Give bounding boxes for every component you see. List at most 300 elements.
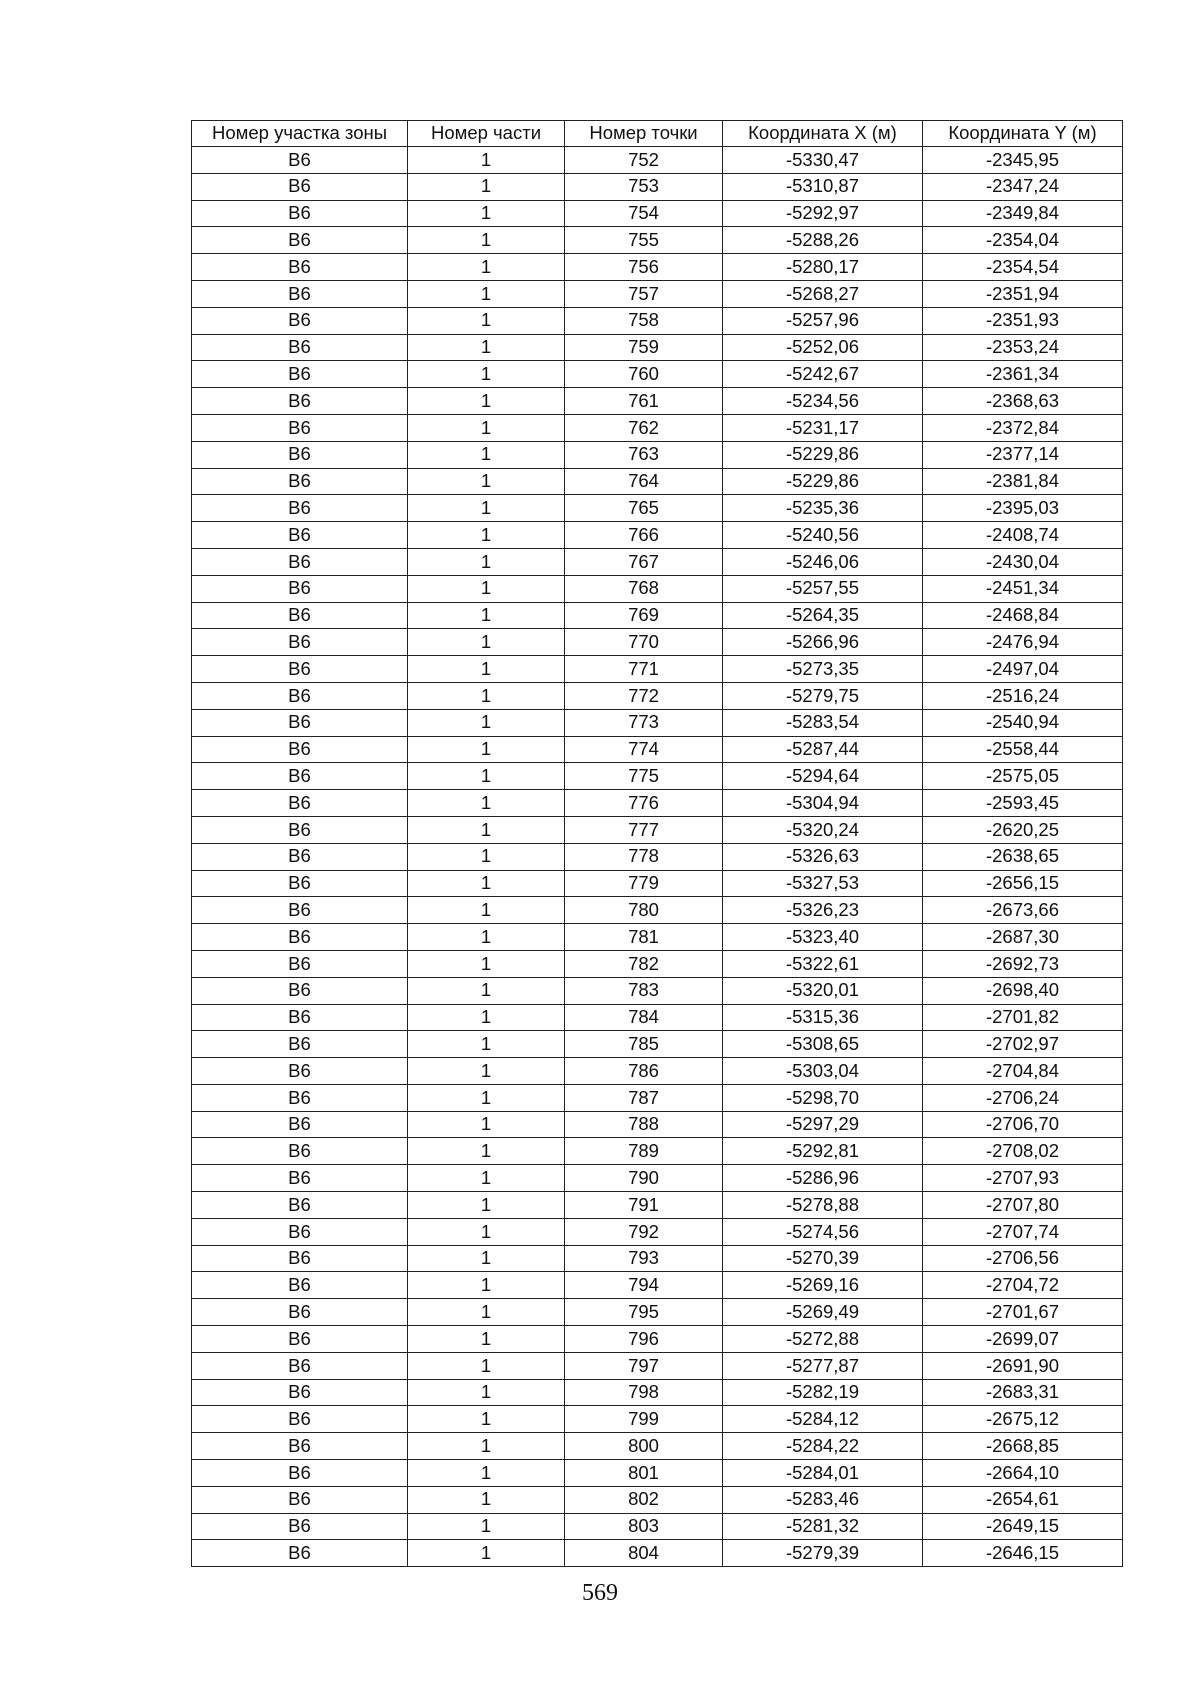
cell-coordinate-y: -2381,84 xyxy=(923,468,1123,495)
cell-coordinate-y: -2540,94 xyxy=(923,709,1123,736)
cell-part-number: 1 xyxy=(408,629,565,656)
cell-coordinate-y: -2707,80 xyxy=(923,1192,1123,1219)
cell-coordinate-y: -2704,84 xyxy=(923,1058,1123,1085)
cell-coordinate-x: -5326,63 xyxy=(723,843,923,870)
cell-point-number: 803 xyxy=(565,1513,723,1540)
cell-coordinate-x: -5240,56 xyxy=(723,522,923,549)
table-row xyxy=(192,1165,1123,1192)
table-row xyxy=(192,468,1123,495)
cell-zone-section: В6 xyxy=(192,227,408,254)
cell-part-number: 1 xyxy=(408,1299,565,1326)
cell-coordinate-y: -2395,03 xyxy=(923,495,1123,522)
cell-point-number: 778 xyxy=(565,843,723,870)
cell-coordinate-x: -5304,94 xyxy=(723,790,923,817)
cell-part-number: 1 xyxy=(408,468,565,495)
cell-zone-section: В6 xyxy=(192,334,408,361)
cell-coordinate-x: -5323,40 xyxy=(723,924,923,951)
cell-point-number: 762 xyxy=(565,414,723,441)
cell-point-number: 789 xyxy=(565,1138,723,1165)
cell-zone-section: В6 xyxy=(192,1245,408,1272)
cell-coordinate-x: -5292,97 xyxy=(723,200,923,227)
table-row xyxy=(192,414,1123,441)
cell-part-number: 1 xyxy=(408,575,565,602)
cell-coordinate-x: -5257,96 xyxy=(723,307,923,334)
cell-part-number: 1 xyxy=(408,950,565,977)
cell-coordinate-y: -2701,82 xyxy=(923,1004,1123,1031)
cell-part-number: 1 xyxy=(408,147,565,174)
cell-point-number: 773 xyxy=(565,709,723,736)
table-row xyxy=(192,1379,1123,1406)
cell-coordinate-y: -2377,14 xyxy=(923,441,1123,468)
cell-point-number: 757 xyxy=(565,280,723,307)
cell-part-number: 1 xyxy=(408,1540,565,1567)
cell-zone-section: В6 xyxy=(192,1004,408,1031)
cell-point-number: 782 xyxy=(565,950,723,977)
cell-part-number: 1 xyxy=(408,870,565,897)
cell-point-number: 753 xyxy=(565,173,723,200)
cell-zone-section: В6 xyxy=(192,629,408,656)
cell-zone-section: В6 xyxy=(192,1031,408,1058)
header-zone-section: Номер участка зоны xyxy=(192,121,408,147)
cell-coordinate-x: -5278,88 xyxy=(723,1192,923,1219)
table-body xyxy=(192,147,1123,1567)
cell-zone-section: В6 xyxy=(192,388,408,415)
cell-part-number: 1 xyxy=(408,656,565,683)
table-row xyxy=(192,736,1123,763)
table-row xyxy=(192,1111,1123,1138)
table-row xyxy=(192,388,1123,415)
cell-zone-section: В6 xyxy=(192,897,408,924)
cell-coordinate-y: -2654,61 xyxy=(923,1486,1123,1513)
cell-coordinate-y: -2675,12 xyxy=(923,1406,1123,1433)
cell-coordinate-x: -5310,87 xyxy=(723,173,923,200)
cell-coordinate-x: -5282,19 xyxy=(723,1379,923,1406)
cell-zone-section: В6 xyxy=(192,870,408,897)
header-row xyxy=(192,121,1123,147)
cell-coordinate-y: -2351,93 xyxy=(923,307,1123,334)
cell-coordinate-y: -2687,30 xyxy=(923,924,1123,951)
table-row xyxy=(192,1084,1123,1111)
cell-part-number: 1 xyxy=(408,1513,565,1540)
cell-coordinate-y: -2701,67 xyxy=(923,1299,1123,1326)
cell-point-number: 785 xyxy=(565,1031,723,1058)
cell-zone-section: В6 xyxy=(192,1406,408,1433)
cell-part-number: 1 xyxy=(408,843,565,870)
cell-part-number: 1 xyxy=(408,602,565,629)
cell-point-number: 781 xyxy=(565,924,723,951)
table-row xyxy=(192,1486,1123,1513)
cell-coordinate-x: -5280,17 xyxy=(723,254,923,281)
cell-part-number: 1 xyxy=(408,816,565,843)
cell-part-number: 1 xyxy=(408,334,565,361)
table-row xyxy=(192,280,1123,307)
cell-coordinate-x: -5273,35 xyxy=(723,656,923,683)
table-row xyxy=(192,1031,1123,1058)
cell-coordinate-y: -2706,56 xyxy=(923,1245,1123,1272)
cell-part-number: 1 xyxy=(408,361,565,388)
cell-point-number: 761 xyxy=(565,388,723,415)
cell-zone-section: В6 xyxy=(192,254,408,281)
cell-zone-section: В6 xyxy=(192,1540,408,1567)
cell-coordinate-y: -2620,25 xyxy=(923,816,1123,843)
cell-coordinate-x: -5257,55 xyxy=(723,575,923,602)
cell-coordinate-y: -2649,15 xyxy=(923,1513,1123,1540)
cell-coordinate-y: -2668,85 xyxy=(923,1433,1123,1460)
cell-part-number: 1 xyxy=(408,1111,565,1138)
cell-zone-section: В6 xyxy=(192,441,408,468)
cell-coordinate-x: -5303,04 xyxy=(723,1058,923,1085)
cell-part-number: 1 xyxy=(408,790,565,817)
cell-coordinate-x: -5246,06 xyxy=(723,548,923,575)
cell-coordinate-y: -2430,04 xyxy=(923,548,1123,575)
cell-part-number: 1 xyxy=(408,1245,565,1272)
cell-coordinate-x: -5308,65 xyxy=(723,1031,923,1058)
table-row xyxy=(192,977,1123,1004)
cell-coordinate-x: -5284,12 xyxy=(723,1406,923,1433)
cell-coordinate-x: -5242,67 xyxy=(723,361,923,388)
cell-coordinate-x: -5330,47 xyxy=(723,147,923,174)
cell-coordinate-y: -2575,05 xyxy=(923,763,1123,790)
header-coordinate-y: Координата Y (м) xyxy=(923,121,1123,147)
cell-coordinate-x: -5322,61 xyxy=(723,950,923,977)
cell-zone-section: В6 xyxy=(192,1433,408,1460)
cell-zone-section: В6 xyxy=(192,1218,408,1245)
table-row xyxy=(192,227,1123,254)
table-row xyxy=(192,1218,1123,1245)
cell-coordinate-x: -5235,36 xyxy=(723,495,923,522)
cell-point-number: 787 xyxy=(565,1084,723,1111)
cell-coordinate-y: -2497,04 xyxy=(923,656,1123,683)
table-row xyxy=(192,334,1123,361)
cell-point-number: 772 xyxy=(565,682,723,709)
table-row xyxy=(192,1540,1123,1567)
cell-part-number: 1 xyxy=(408,548,565,575)
cell-coordinate-y: -2692,73 xyxy=(923,950,1123,977)
cell-coordinate-y: -2707,93 xyxy=(923,1165,1123,1192)
cell-zone-section: В6 xyxy=(192,602,408,629)
cell-part-number: 1 xyxy=(408,388,565,415)
cell-coordinate-y: -2702,97 xyxy=(923,1031,1123,1058)
cell-coordinate-x: -5320,24 xyxy=(723,816,923,843)
table-row xyxy=(192,495,1123,522)
cell-coordinate-y: -2345,95 xyxy=(923,147,1123,174)
table-row xyxy=(192,1272,1123,1299)
cell-coordinate-x: -5272,88 xyxy=(723,1326,923,1353)
table-row xyxy=(192,254,1123,281)
cell-coordinate-y: -2558,44 xyxy=(923,736,1123,763)
table-row xyxy=(192,763,1123,790)
cell-zone-section: В6 xyxy=(192,736,408,763)
cell-coordinate-x: -5315,36 xyxy=(723,1004,923,1031)
header-point-number: Номер точки xyxy=(565,121,723,147)
cell-zone-section: В6 xyxy=(192,200,408,227)
table-row xyxy=(192,1513,1123,1540)
cell-point-number: 797 xyxy=(565,1352,723,1379)
cell-zone-section: В6 xyxy=(192,950,408,977)
cell-part-number: 1 xyxy=(408,1218,565,1245)
cell-coordinate-y: -2593,45 xyxy=(923,790,1123,817)
table-row xyxy=(192,682,1123,709)
cell-coordinate-x: -5288,26 xyxy=(723,227,923,254)
cell-part-number: 1 xyxy=(408,924,565,951)
table-row xyxy=(192,602,1123,629)
cell-coordinate-x: -5281,32 xyxy=(723,1513,923,1540)
table-row xyxy=(192,307,1123,334)
cell-point-number: 754 xyxy=(565,200,723,227)
cell-point-number: 771 xyxy=(565,656,723,683)
cell-coordinate-x: -5264,35 xyxy=(723,602,923,629)
cell-coordinate-x: -5297,29 xyxy=(723,1111,923,1138)
table-row xyxy=(192,843,1123,870)
cell-point-number: 779 xyxy=(565,870,723,897)
cell-part-number: 1 xyxy=(408,1031,565,1058)
cell-point-number: 786 xyxy=(565,1058,723,1085)
cell-zone-section: В6 xyxy=(192,548,408,575)
cell-coordinate-x: -5294,64 xyxy=(723,763,923,790)
cell-point-number: 798 xyxy=(565,1379,723,1406)
cell-coordinate-y: -2361,34 xyxy=(923,361,1123,388)
table-row xyxy=(192,1352,1123,1379)
cell-point-number: 767 xyxy=(565,548,723,575)
cell-coordinate-x: -5327,53 xyxy=(723,870,923,897)
cell-coordinate-x: -5284,22 xyxy=(723,1433,923,1460)
table-row xyxy=(192,1192,1123,1219)
cell-coordinate-y: -2699,07 xyxy=(923,1326,1123,1353)
cell-point-number: 791 xyxy=(565,1192,723,1219)
cell-part-number: 1 xyxy=(408,709,565,736)
cell-point-number: 775 xyxy=(565,763,723,790)
cell-zone-section: В6 xyxy=(192,1299,408,1326)
cell-zone-section: В6 xyxy=(192,173,408,200)
cell-coordinate-x: -5234,56 xyxy=(723,388,923,415)
cell-point-number: 752 xyxy=(565,147,723,174)
cell-point-number: 765 xyxy=(565,495,723,522)
cell-part-number: 1 xyxy=(408,173,565,200)
table-row xyxy=(192,1460,1123,1487)
cell-zone-section: В6 xyxy=(192,468,408,495)
table-row xyxy=(192,548,1123,575)
cell-coordinate-x: -5266,96 xyxy=(723,629,923,656)
table-row xyxy=(192,1004,1123,1031)
table-row xyxy=(192,790,1123,817)
cell-zone-section: В6 xyxy=(192,1326,408,1353)
cell-zone-section: В6 xyxy=(192,790,408,817)
cell-zone-section: В6 xyxy=(192,1165,408,1192)
cell-part-number: 1 xyxy=(408,1084,565,1111)
cell-coordinate-y: -2451,34 xyxy=(923,575,1123,602)
cell-coordinate-y: -2683,31 xyxy=(923,1379,1123,1406)
cell-coordinate-y: -2646,15 xyxy=(923,1540,1123,1567)
cell-coordinate-x: -5287,44 xyxy=(723,736,923,763)
cell-coordinate-x: -5269,49 xyxy=(723,1299,923,1326)
cell-coordinate-y: -2408,74 xyxy=(923,522,1123,549)
cell-part-number: 1 xyxy=(408,441,565,468)
cell-coordinate-y: -2468,84 xyxy=(923,602,1123,629)
cell-zone-section: В6 xyxy=(192,1084,408,1111)
cell-coordinate-x: -5279,75 xyxy=(723,682,923,709)
cell-coordinate-y: -2349,84 xyxy=(923,200,1123,227)
cell-point-number: 777 xyxy=(565,816,723,843)
cell-part-number: 1 xyxy=(408,682,565,709)
page-number: 569 xyxy=(582,1580,618,1606)
cell-coordinate-y: -2638,65 xyxy=(923,843,1123,870)
cell-point-number: 784 xyxy=(565,1004,723,1031)
cell-part-number: 1 xyxy=(408,1326,565,1353)
cell-coordinate-y: -2704,72 xyxy=(923,1272,1123,1299)
cell-coordinate-y: -2706,24 xyxy=(923,1084,1123,1111)
cell-coordinate-x: -5229,86 xyxy=(723,468,923,495)
cell-point-number: 799 xyxy=(565,1406,723,1433)
cell-coordinate-y: -2351,94 xyxy=(923,280,1123,307)
cell-part-number: 1 xyxy=(408,495,565,522)
cell-coordinate-y: -2707,74 xyxy=(923,1218,1123,1245)
table-row xyxy=(192,441,1123,468)
cell-zone-section: В6 xyxy=(192,656,408,683)
header-part-number: Номер части xyxy=(408,121,565,147)
table-row xyxy=(192,870,1123,897)
cell-zone-section: В6 xyxy=(192,816,408,843)
table-header xyxy=(192,121,1123,147)
cell-point-number: 766 xyxy=(565,522,723,549)
cell-zone-section: В6 xyxy=(192,843,408,870)
cell-coordinate-x: -5298,70 xyxy=(723,1084,923,1111)
cell-point-number: 792 xyxy=(565,1218,723,1245)
table-row xyxy=(192,950,1123,977)
cell-point-number: 755 xyxy=(565,227,723,254)
cell-coordinate-y: -2353,24 xyxy=(923,334,1123,361)
cell-coordinate-y: -2698,40 xyxy=(923,977,1123,1004)
cell-coordinate-y: -2691,90 xyxy=(923,1352,1123,1379)
cell-part-number: 1 xyxy=(408,1352,565,1379)
cell-coordinate-y: -2347,24 xyxy=(923,173,1123,200)
cell-point-number: 790 xyxy=(565,1165,723,1192)
cell-zone-section: В6 xyxy=(192,147,408,174)
table-row xyxy=(192,575,1123,602)
cell-zone-section: В6 xyxy=(192,1486,408,1513)
table-row xyxy=(192,147,1123,174)
cell-coordinate-x: -5279,39 xyxy=(723,1540,923,1567)
cell-coordinate-y: -2516,24 xyxy=(923,682,1123,709)
cell-part-number: 1 xyxy=(408,1192,565,1219)
cell-point-number: 774 xyxy=(565,736,723,763)
cell-point-number: 776 xyxy=(565,790,723,817)
cell-coordinate-x: -5231,17 xyxy=(723,414,923,441)
cell-part-number: 1 xyxy=(408,1272,565,1299)
cell-coordinate-y: -2354,04 xyxy=(923,227,1123,254)
cell-zone-section: В6 xyxy=(192,522,408,549)
table-row xyxy=(192,656,1123,683)
cell-zone-section: В6 xyxy=(192,1272,408,1299)
cell-point-number: 758 xyxy=(565,307,723,334)
cell-zone-section: В6 xyxy=(192,1513,408,1540)
cell-point-number: 804 xyxy=(565,1540,723,1567)
table-row xyxy=(192,629,1123,656)
table-row xyxy=(192,709,1123,736)
cell-coordinate-x: -5274,56 xyxy=(723,1218,923,1245)
cell-point-number: 759 xyxy=(565,334,723,361)
cell-part-number: 1 xyxy=(408,280,565,307)
cell-coordinate-x: -5252,06 xyxy=(723,334,923,361)
cell-coordinate-y: -2708,02 xyxy=(923,1138,1123,1165)
cell-zone-section: В6 xyxy=(192,1138,408,1165)
table-row xyxy=(192,816,1123,843)
cell-zone-section: В6 xyxy=(192,495,408,522)
table-row xyxy=(192,200,1123,227)
cell-part-number: 1 xyxy=(408,414,565,441)
table-row xyxy=(192,1326,1123,1353)
table-row xyxy=(192,1058,1123,1085)
cell-coordinate-y: -2368,63 xyxy=(923,388,1123,415)
table-row xyxy=(192,1138,1123,1165)
cell-point-number: 760 xyxy=(565,361,723,388)
cell-part-number: 1 xyxy=(408,200,565,227)
cell-coordinate-x: -5277,87 xyxy=(723,1352,923,1379)
cell-part-number: 1 xyxy=(408,1460,565,1487)
cell-coordinate-y: -2706,70 xyxy=(923,1111,1123,1138)
table-row xyxy=(192,1406,1123,1433)
cell-point-number: 770 xyxy=(565,629,723,656)
cell-coordinate-y: -2372,84 xyxy=(923,414,1123,441)
cell-point-number: 783 xyxy=(565,977,723,1004)
cell-coordinate-x: -5320,01 xyxy=(723,977,923,1004)
cell-point-number: 764 xyxy=(565,468,723,495)
cell-point-number: 788 xyxy=(565,1111,723,1138)
cell-point-number: 763 xyxy=(565,441,723,468)
cell-part-number: 1 xyxy=(408,736,565,763)
cell-zone-section: В6 xyxy=(192,1111,408,1138)
cell-zone-section: В6 xyxy=(192,924,408,951)
cell-coordinate-y: -2673,66 xyxy=(923,897,1123,924)
table-row xyxy=(192,522,1123,549)
cell-zone-section: В6 xyxy=(192,977,408,1004)
cell-part-number: 1 xyxy=(408,1138,565,1165)
table-row xyxy=(192,173,1123,200)
cell-coordinate-x: -5292,81 xyxy=(723,1138,923,1165)
cell-zone-section: В6 xyxy=(192,1058,408,1085)
cell-zone-section: В6 xyxy=(192,1192,408,1219)
cell-zone-section: В6 xyxy=(192,682,408,709)
cell-point-number: 795 xyxy=(565,1299,723,1326)
cell-zone-section: В6 xyxy=(192,575,408,602)
cell-coordinate-x: -5286,96 xyxy=(723,1165,923,1192)
cell-point-number: 801 xyxy=(565,1460,723,1487)
cell-part-number: 1 xyxy=(408,1004,565,1031)
table-row xyxy=(192,1433,1123,1460)
cell-part-number: 1 xyxy=(408,1165,565,1192)
cell-point-number: 793 xyxy=(565,1245,723,1272)
table-row xyxy=(192,924,1123,951)
cell-coordinate-y: -2664,10 xyxy=(923,1460,1123,1487)
table-row xyxy=(192,1299,1123,1326)
cell-part-number: 1 xyxy=(408,307,565,334)
cell-coordinate-x: -5269,16 xyxy=(723,1272,923,1299)
cell-part-number: 1 xyxy=(408,254,565,281)
cell-coordinate-x: -5326,23 xyxy=(723,897,923,924)
cell-part-number: 1 xyxy=(408,1379,565,1406)
cell-coordinate-y: -2354,54 xyxy=(923,254,1123,281)
cell-part-number: 1 xyxy=(408,1058,565,1085)
cell-coordinate-x: -5268,27 xyxy=(723,280,923,307)
cell-zone-section: В6 xyxy=(192,1379,408,1406)
cell-coordinate-y: -2476,94 xyxy=(923,629,1123,656)
cell-point-number: 796 xyxy=(565,1326,723,1353)
cell-point-number: 780 xyxy=(565,897,723,924)
header-coordinate-x: Координата X (м) xyxy=(723,121,923,147)
cell-part-number: 1 xyxy=(408,977,565,1004)
cell-point-number: 769 xyxy=(565,602,723,629)
cell-zone-section: В6 xyxy=(192,280,408,307)
cell-part-number: 1 xyxy=(408,227,565,254)
